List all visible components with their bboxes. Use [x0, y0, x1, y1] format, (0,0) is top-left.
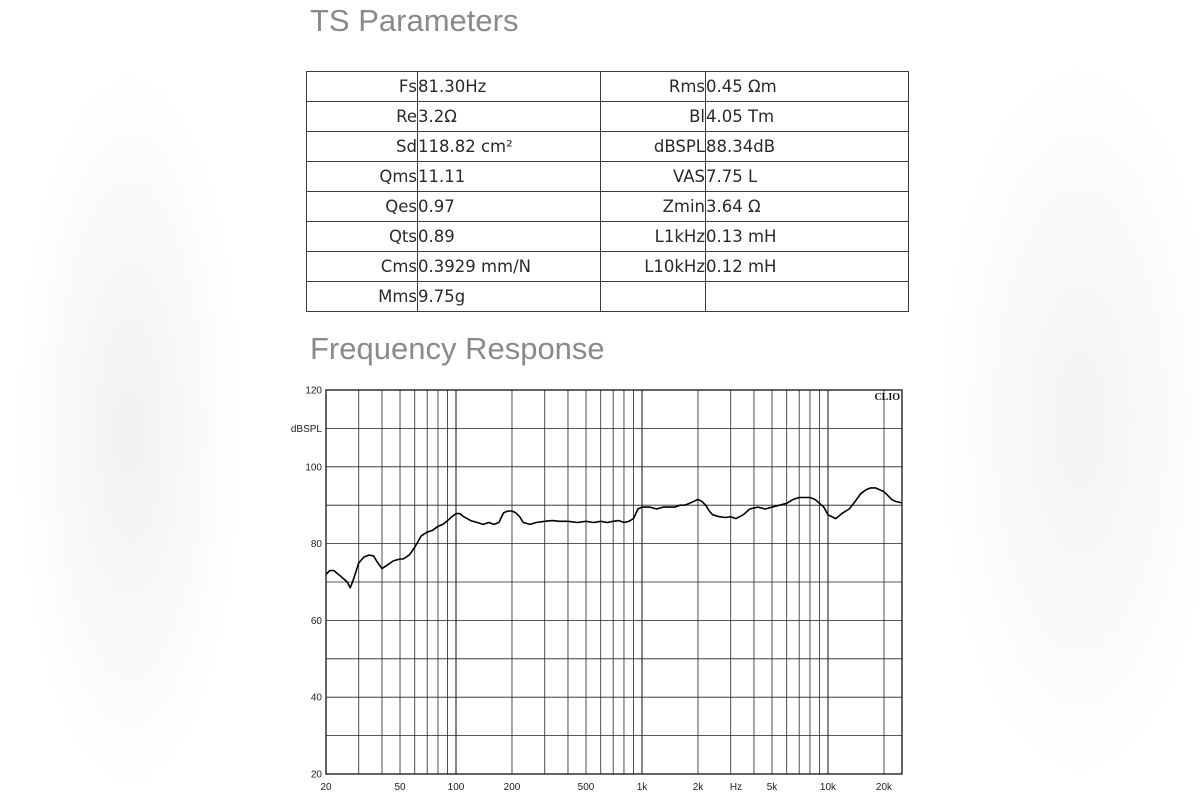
param-label: dBSPL — [601, 132, 706, 162]
ts-table-row — [307, 282, 909, 312]
param-value: 81.30Hz — [418, 72, 601, 102]
x-tick-label: 2k — [692, 782, 704, 793]
param-value: 0.12 mH — [706, 252, 909, 282]
x-tick-label: 50 — [394, 782, 406, 793]
ts-table-row — [307, 72, 909, 102]
y-tick-label: 100 — [305, 462, 322, 474]
ts-table-row — [307, 222, 909, 252]
param-value — [706, 282, 909, 312]
param-value: 0.3929 mm/N — [418, 252, 601, 282]
ts-parameters-table — [306, 71, 909, 312]
y-tick-label: 60 — [310, 615, 322, 627]
y-tick-label: 20 — [310, 769, 322, 781]
frequency-response-chart — [280, 380, 920, 800]
y-tick-label: 80 — [310, 539, 322, 551]
x-tick-label: 20 — [320, 782, 332, 793]
x-tick-label: 1k — [636, 782, 648, 793]
param-value: 0.45 Ωm — [706, 72, 909, 102]
ts-table-row — [307, 102, 909, 132]
param-value: 3.2Ω — [418, 102, 601, 132]
x-tick-label: 10k — [819, 782, 837, 793]
x-tick-label: 20k — [875, 782, 893, 793]
param-value: 118.82 cm² — [418, 132, 601, 162]
param-label: Bl — [601, 102, 706, 132]
x-tick-label: 200 — [503, 782, 521, 793]
param-value: 0.13 mH — [706, 222, 909, 252]
param-label: Mms — [307, 282, 418, 312]
param-label — [601, 282, 706, 312]
param-value: 9.75g — [418, 282, 601, 312]
param-value: 3.64 Ω — [706, 192, 909, 222]
ts-table-row — [307, 192, 909, 222]
param-value: 88.34dB — [706, 132, 909, 162]
x-tick-label: 100 — [447, 782, 465, 793]
ts-parameters-title: TS Parameters — [310, 3, 519, 38]
param-label: Rms — [601, 72, 706, 102]
x-tick-label: 5k — [766, 782, 778, 793]
param-label: Re — [307, 102, 418, 132]
param-label: VAS — [601, 162, 706, 192]
param-label: Fs — [307, 72, 418, 102]
param-value: 0.89 — [418, 222, 601, 252]
ts-table-row — [307, 162, 909, 192]
clio-watermark: CLIO — [874, 392, 900, 403]
x-tick-label: 500 — [577, 782, 595, 793]
frequency-response-title: Frequency Response — [310, 331, 605, 366]
ts-table-row — [307, 132, 909, 162]
param-label: L10kHz — [601, 252, 706, 282]
param-label: Qts — [307, 222, 418, 252]
param-label: Qms — [307, 162, 418, 192]
x-axis-label: Hz — [729, 782, 743, 793]
param-label: Zmin — [601, 192, 706, 222]
y-tick-label: 40 — [310, 692, 322, 704]
param-label: Cms — [307, 252, 418, 282]
y-axis-label: dBSPL — [290, 423, 322, 435]
param-value: 0.97 — [418, 192, 601, 222]
y-tick-label: 120 — [305, 385, 322, 397]
param-value: 4.05 Tm — [706, 102, 909, 132]
param-value: 7.75 L — [706, 162, 909, 192]
param-label: L1kHz — [601, 222, 706, 252]
ts-table-body — [307, 72, 909, 312]
param-label: Qes — [307, 192, 418, 222]
param-value: 11.11 — [418, 162, 601, 192]
param-label: Sd — [307, 132, 418, 162]
ts-table-row — [307, 252, 909, 282]
